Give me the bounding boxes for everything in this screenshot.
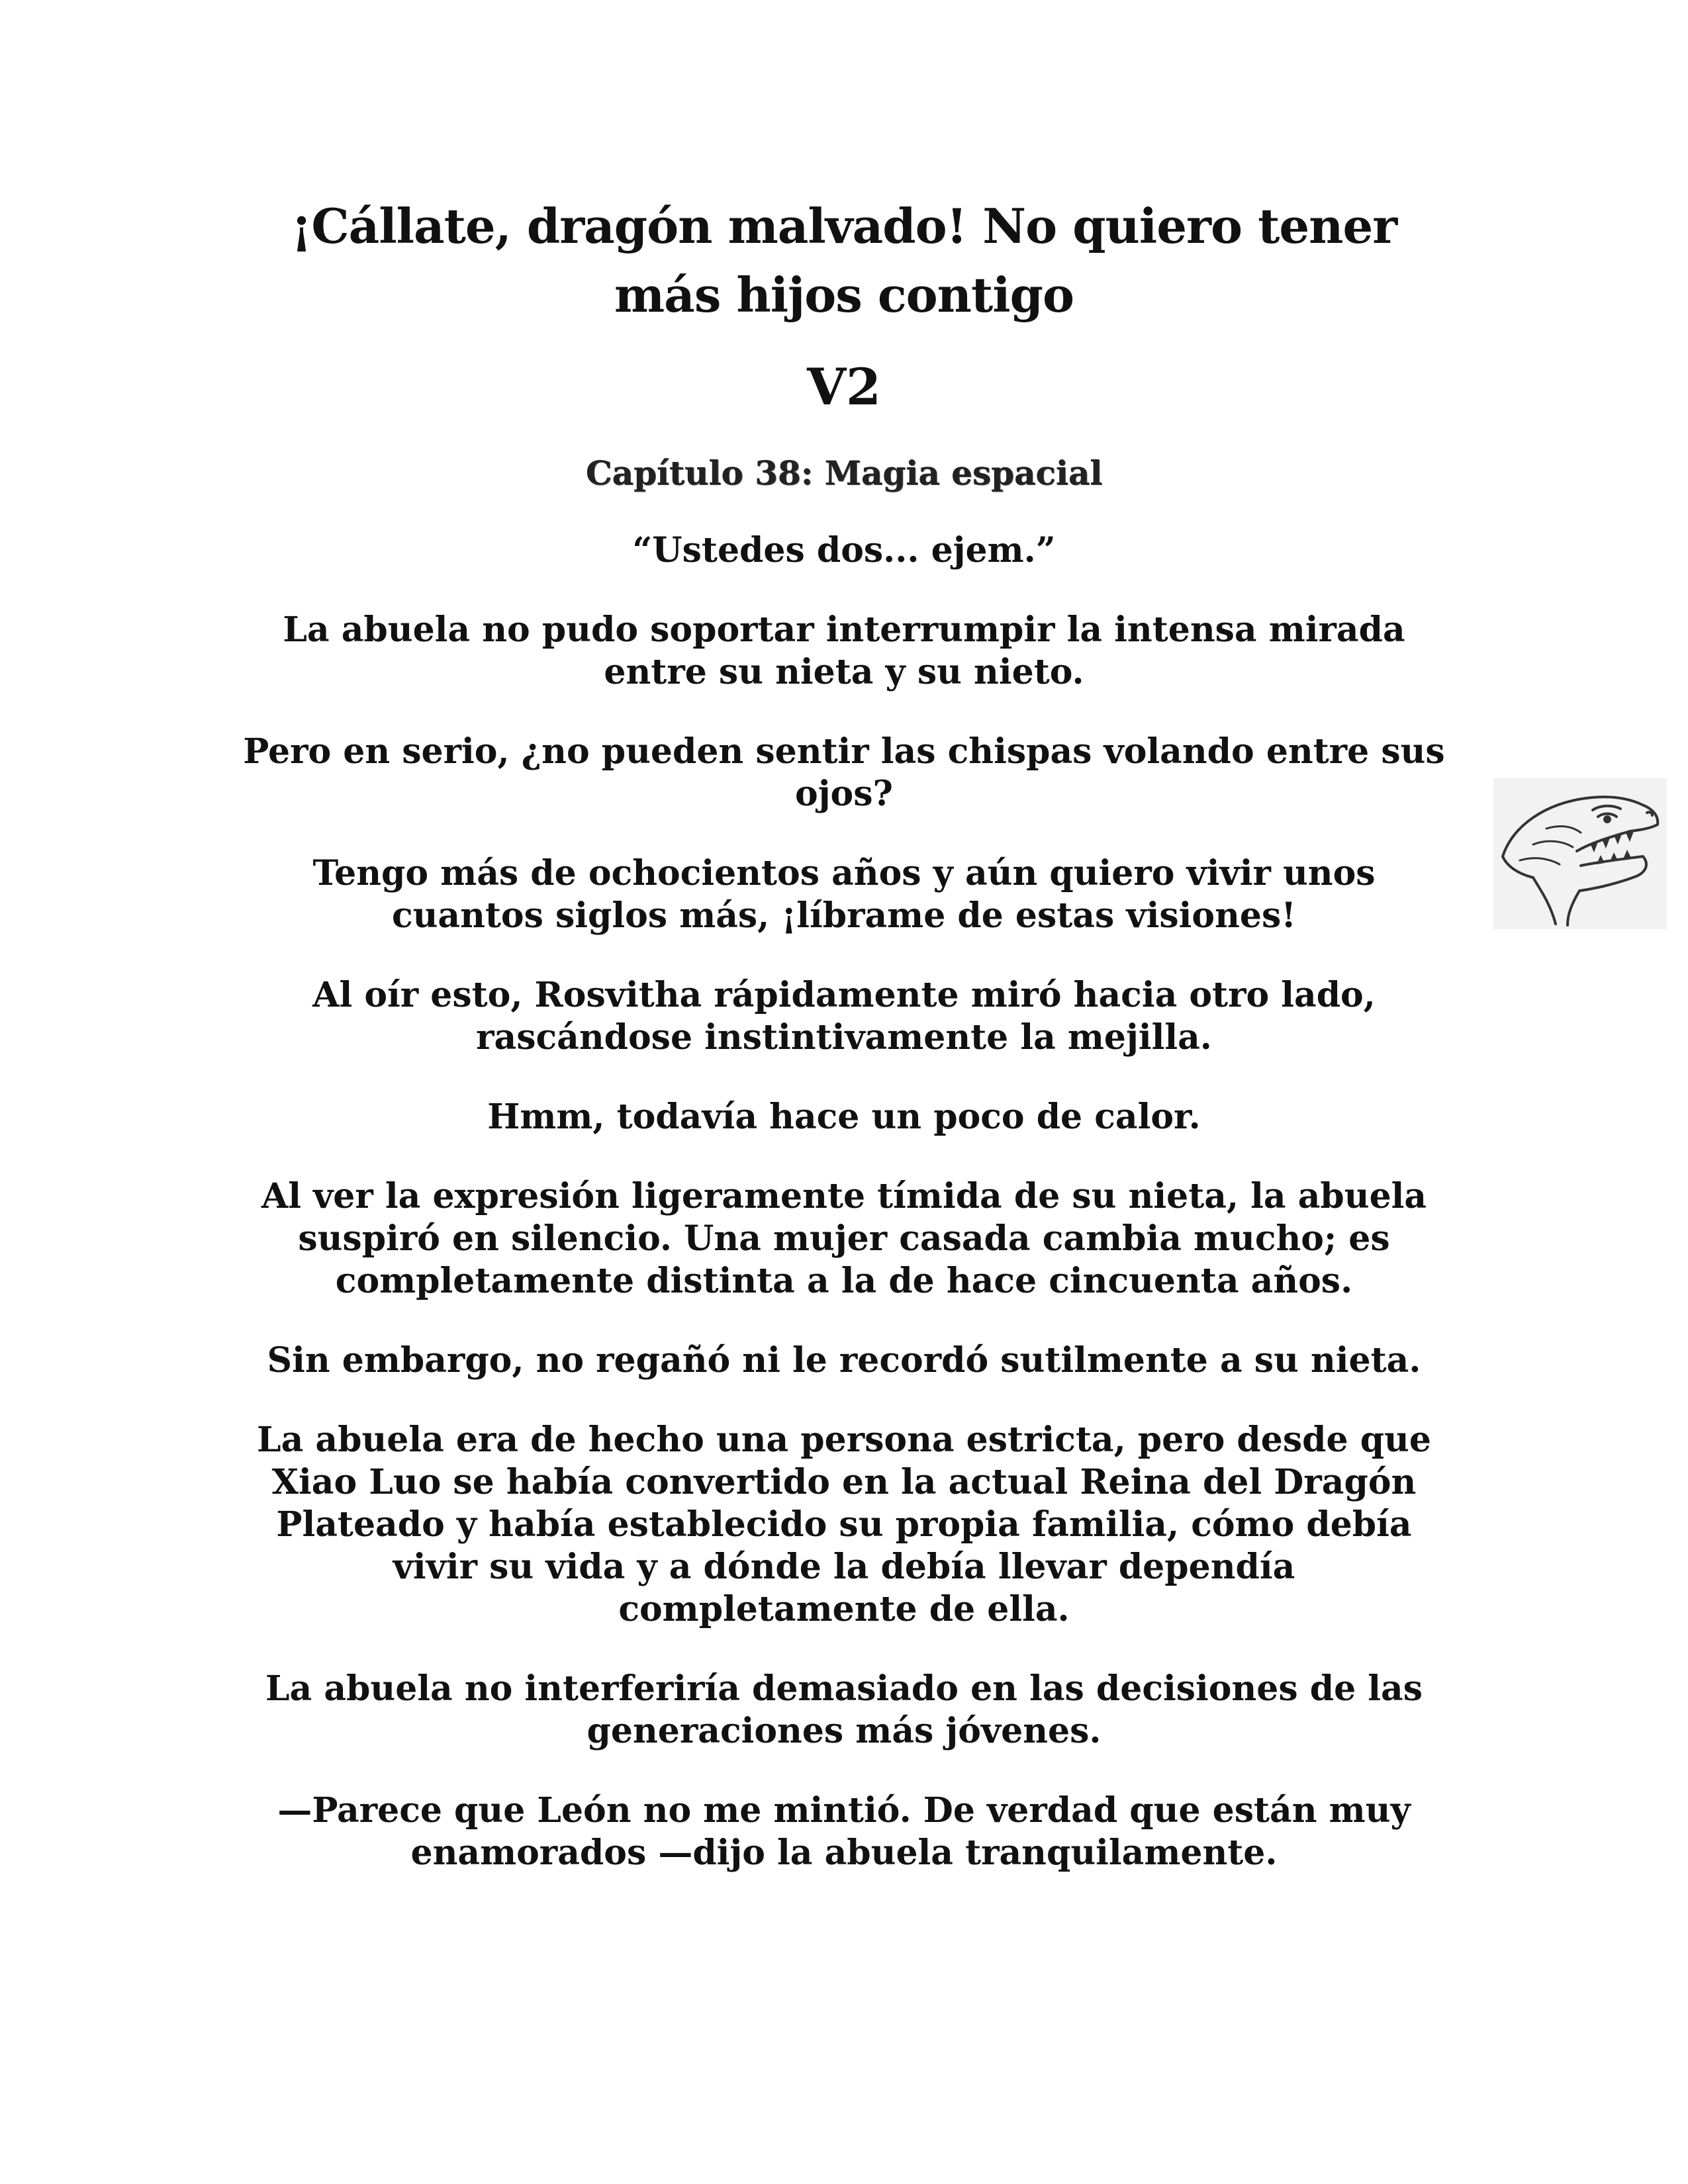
paragraph: Al ver la expresión ligeramente tímida de su nieta, la abuela suspiró en silencio. Una mujer casada cambia mucho; es completamente distinta a la de hace cincuenta años. (261, 1176, 1427, 1301)
paragraph: —Parece que León no me mintió. De verdad que están muy enamorados —dijo la abuela tranquilamente. (277, 1790, 1411, 1873)
document-body (238, 192, 1450, 1874)
paragraph: Pero en serio, ¿no pueden sentir las chispas volando entre sus ojos? (243, 731, 1445, 814)
paragraph: Sin embargo, no regañó ni le recordó sutilmente a su nieta. (267, 1340, 1421, 1381)
dinosaur-head-icon (1493, 778, 1667, 929)
paragraph: La abuela era de hecho una persona estricta, pero desde que Xiao Luo se había convertido en la actual Reina del Dragón Plateado y había establecido su propia familia, cómo debía vivir su vida y a dónde la debía llevar dependía completamente de ella. (257, 1420, 1431, 1629)
chapter-heading: Capítulo 38: Magia espacial (585, 453, 1103, 492)
paragraph: Hmm, todavía hace un poco de calor. (487, 1097, 1201, 1137)
book-title: ¡Cállate, dragón malvado! No quiero tener más hijos contigo (291, 198, 1397, 323)
paragraph: “Ustedes dos... ejem.” (632, 530, 1056, 570)
paragraph: Tengo más de ochocientos años y aún quiero vivir unos cuantos siglos más, ¡líbrame de estas visiones! (312, 853, 1376, 936)
paragraph: La abuela no pudo soportar interrumpir la intensa mirada entre su nieta y su nieto. (283, 610, 1405, 692)
paragraph: Al oír esto, Rosvitha rápidamente miró hacia otro lado, rascándose instintivamente la mejilla. (312, 975, 1376, 1058)
paragraph: La abuela no interferiría demasiado en las decisiones de las generaciones más jóvenes. (265, 1668, 1423, 1751)
volume-label: V2 (807, 357, 881, 416)
